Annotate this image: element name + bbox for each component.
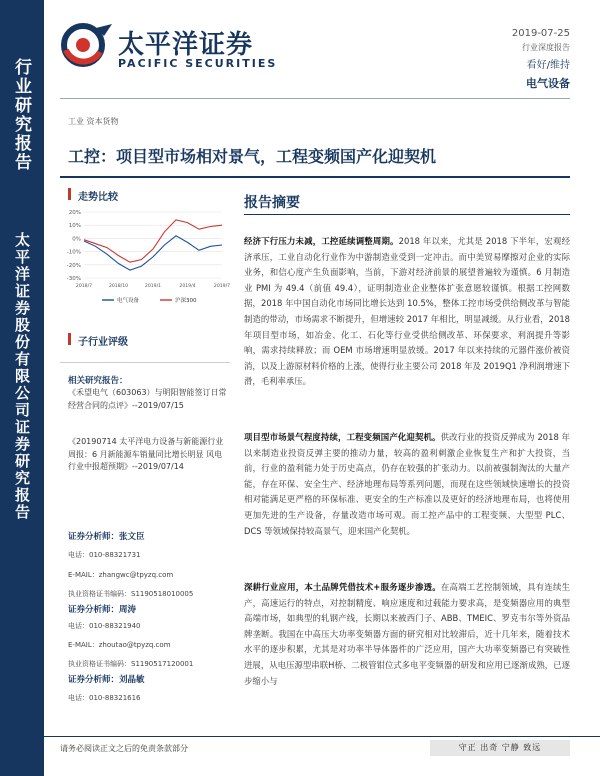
analyst-license: 执业资格证书编码：S1190517120001: [68, 660, 194, 668]
x-tick-label: 2019/1: [144, 284, 162, 289]
band-company-name: 太平洋证券股份有限公司证券研究报告: [13, 232, 31, 521]
analyst-name: 证券分析师：刘晶敏: [68, 675, 145, 685]
sector: 电气设备: [526, 77, 570, 90]
y-tick-label: -30%: [66, 276, 81, 282]
abstract-heading: 报告摘要: [244, 195, 300, 211]
related-report-link[interactable]: 《禾望电气（603063）与明阳智能签订日常经营合同的点评》--2019/07/15: [68, 388, 227, 410]
section-marker: [68, 188, 71, 200]
logo-text: 太平洋证券: [118, 30, 254, 60]
legend-label: 沪深300: [175, 298, 197, 304]
analyst-email[interactable]: E-MAIL：zhangwc@tpyzq.com: [68, 571, 174, 579]
disclaimer-notice: 请务必阅读正文之后的免责条款部分: [60, 744, 188, 753]
analyst-email[interactable]: E-MAIL：zhoutao@tpyzq.com: [68, 641, 171, 649]
section-marker: [68, 333, 71, 345]
trend-heading: 走势比较: [78, 192, 118, 203]
y-tick-label: 0%: [72, 236, 81, 243]
abstract-paragraph: [244, 234, 570, 390]
report-date: 2019-07-25: [511, 28, 570, 39]
abstract-paragraph: [244, 580, 570, 689]
related-report-link[interactable]: 《20190714 太平洋电力设备与新能源行业周报：6 月新能源车销量同比增长明显 风电行业中报超预期》--2019/07/14: [68, 437, 224, 471]
sub-industry-heading: 子行业评级: [78, 337, 128, 348]
abstract-divider: [244, 214, 570, 215]
legend-label: 电气设备: [117, 298, 140, 304]
report-type: 行业深度报告: [522, 43, 570, 52]
footer-divider: [44, 736, 600, 737]
band-report-category: 行业研究报告: [11, 58, 31, 172]
analyst-name: 证券分析师：张文臣: [68, 532, 145, 542]
paragraph-body: 在高端工艺控制领域，具有连续生产，高速运行的特点，对控制精度、响应速度和过载能力要求高，是变频器应用的典型高端市场，如典型的轧钢产线，长期以来被西门子、ABB、TMEIC、罗克韦尔等外资品牌垄断。我国在中高压大功率变频器方面的研究相对比较滞后，近十几年来，随着技术水平的逐步积累，尤其是对功率半导体器件的广泛应用，国产大功率变频器已有突破性进展，从电压源型串联H桥、二极管钳位式多电平变频器的研发和应用已逐渐成熟，已逐步缩小与: [244, 582, 570, 686]
logo-mark-icon: [60, 22, 114, 68]
company-motto: 守正 出奇 宁静 致远: [430, 740, 570, 756]
sidebar-divider: [60, 362, 230, 363]
analyst-phone: 电话：010-88321731: [68, 551, 141, 559]
related-heading: 相关研究报告：: [68, 376, 128, 386]
y-tick-label: 10%: [68, 223, 81, 230]
analyst-phone: 电话：010-88321940: [68, 622, 141, 630]
x-tick-label: 2018/7: [75, 284, 93, 289]
series-line: [84, 220, 222, 262]
paragraph-lead: 项目型市场景气程度持续，工程变频国产化迎契机。: [244, 432, 441, 442]
rating: 看好/维持: [526, 60, 570, 71]
trend-chart: [60, 206, 230, 310]
y-tick-label: -20%: [66, 262, 81, 269]
x-tick-label: 2018/10: [108, 284, 129, 289]
x-tick-label: 2019/4: [179, 284, 196, 289]
logo-english-text: PACIFIC SECURITIES: [118, 57, 278, 70]
paragraph-lead: 经济下行压力未减，工控延续调整周期。: [244, 236, 399, 246]
title-divider: [60, 176, 570, 178]
analyst-phone: 电话：010-88321616: [68, 694, 141, 702]
paragraph-body: 2018 年以来，尤其是 2018 下半年，宏观经济承压，工业自动化行业作为中游制造业受到一定冲击。而中美贸易摩擦对企业的实际业务，和信心度产生负面影响，当前，下游对经济前景的展望普遍较为谨慎。6 月制造业 PMI 为 49.4（前值 49.4），证明制造业企业整体扩张意愿较谨慎。根据工控网数据，2018 年中国自动化市场同比增长达到 10.5%，整体工控市场受供给侧改革与智能制造的带动，市场需求不断提升，但增速较 2017 年相比，明显减缓。从行业看，2018 年项目型市场，如冶金、化工、石化等行业受供给侧改革、环保要求，利润提升等影响，需求持续释放；而 OEM 市场增速明显放缓。2017 年以来持续的元器件涨价被资消，以及上游原材料价格的上涨，使得行业主要公司 2018 年及 2019Q1 净利润增速下滑，毛利率承压。: [244, 236, 570, 387]
breadcrumb: 工业 资本货物: [68, 117, 119, 126]
header-divider: [60, 98, 570, 99]
y-tick-label: 20%: [68, 210, 81, 216]
abstract-paragraph: [244, 430, 570, 539]
y-tick-label: -10%: [66, 249, 81, 256]
x-tick-label: 2019/7: [213, 284, 230, 289]
paragraph-lead: 深耕行业应用，本土品牌凭借技术+服务逐步渗透。: [244, 582, 441, 592]
paragraph-body: 供改行业的投资反弹成为 2018 年以来制造业投资反弹主要的推动力量，较高的盈利刺激企业恢复生产和扩大投资，当前，行业的盈利能力处于历史高点，仍存在较强的扩张动力。以前被强制淘汰的大量产能，存在环保、安全生产、经济地理布局等系列问题，而现在这些领域快速增长的投资相对能满足更严格的环保标准、更安全的生产标准以及更好的经济地理布局，也将使用更加先进的生产设备，存量改造市场可观。而工控产品中的工程变频、大型型 PLC、DCS 等领域保持较高景气，迎来国产化契机。: [244, 432, 570, 536]
analyst-license: 执业资格证书编码：S1190518010005: [68, 590, 194, 598]
report-title: 工控：项目型市场相对景气，工程变频国产化迎契机: [68, 147, 437, 166]
analyst-name: 证券分析师：周涛: [68, 605, 137, 615]
